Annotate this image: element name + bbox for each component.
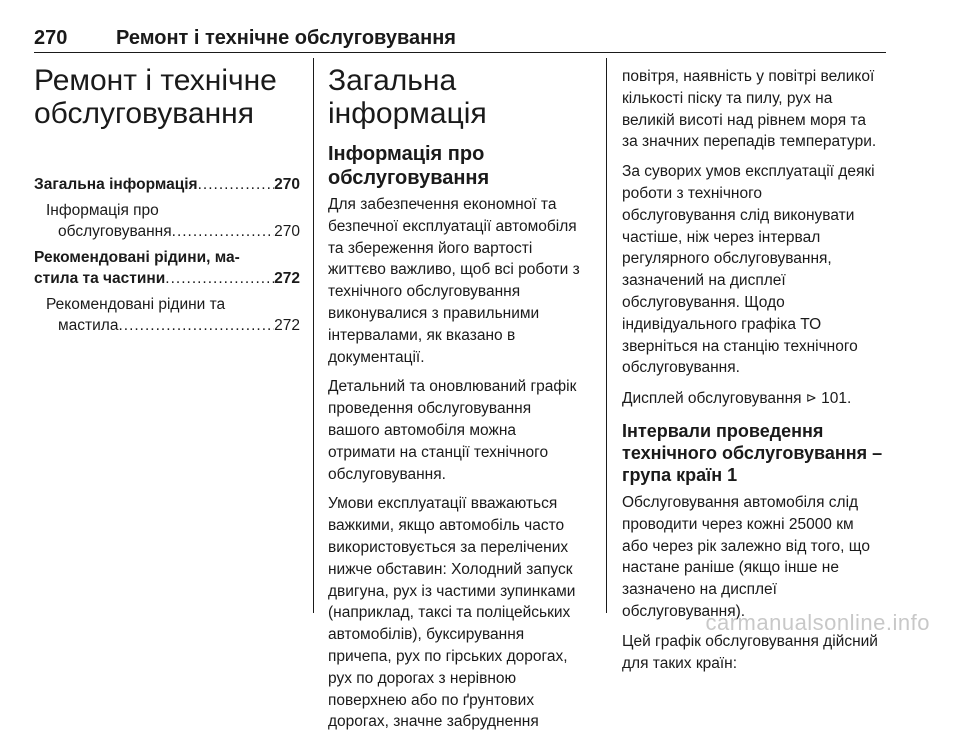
text-line: обслуговування.: [622, 359, 740, 377]
reference-page: 101.: [821, 390, 852, 408]
cross-reference[interactable]: [622, 387, 888, 410]
subsection-title-line: технічного обслуговування –: [622, 442, 883, 463]
text-line: дорогах, значне забруднення: [328, 713, 539, 731]
column-left: [34, 58, 300, 341]
table-of-contents: [34, 174, 300, 337]
paragraph: [622, 66, 888, 153]
subsection-title: [622, 420, 888, 486]
text-line: кількості піску та пилу, рух на: [622, 89, 833, 107]
text-line: причепа, рух по гірських дорогах,: [328, 647, 568, 665]
toc-entry[interactable]: [34, 200, 300, 243]
text-line: проводити через кожні 25000 км: [622, 515, 854, 533]
toc-entry-page: 272: [274, 270, 300, 287]
text-line: нижче обставин: Холодний запуск: [328, 560, 573, 578]
toc-entry-title-cont: стила та частини: [34, 270, 166, 287]
text-line: обслуговування.: [328, 465, 446, 483]
watermark: carmanualsonline.info: [705, 610, 930, 635]
text-line: Обслуговування автомобіля слід: [622, 493, 859, 511]
subsection-title-line: Інформація про: [328, 143, 485, 165]
text-line: індивідуального графіка ТО: [622, 315, 822, 333]
toc-entry-title: Рекомендовані рідини, ма-: [34, 248, 240, 266]
subsection-title-line: група країн 1: [622, 464, 738, 485]
paragraph: [622, 492, 888, 623]
paragraph: [328, 194, 590, 368]
text-line: виконувалися з правильними: [328, 304, 540, 322]
text-line: безпечної експлуатації автомобіля: [328, 217, 577, 235]
reference-text: Дисплей обслуговування: [622, 390, 802, 408]
arrow-right-icon: ⊳: [805, 390, 817, 406]
toc-entry-page: 270: [274, 176, 300, 193]
text-line: зверніться на станцію технічного: [622, 337, 858, 355]
page-header: [34, 24, 886, 53]
chapter-title: [34, 64, 300, 130]
paragraph: [622, 631, 888, 675]
toc-entry-title-cont: обслуговування: [58, 223, 172, 240]
toc-leader-dots: [198, 174, 275, 196]
text-line: вашого автомобіля можна: [328, 421, 517, 439]
text-line: повітря, наявність у повітрі великої: [622, 68, 875, 85]
text-line: Цей графік обслуговування дійсний: [622, 632, 878, 650]
text-line: обслуговування. Щодо: [622, 293, 785, 311]
text-line: проведення обслуговування: [328, 400, 532, 418]
column-right: [622, 58, 888, 682]
text-line: (наприклад, таксі та поліцейських: [328, 604, 571, 622]
page-number: 270: [34, 26, 68, 49]
text-line: важкими, якщо автомобіль часто: [328, 517, 565, 535]
text-line: за значних перепадів температури.: [622, 133, 877, 151]
running-title: Ремонт і технічне обслуговування: [116, 26, 456, 49]
paragraph: [328, 493, 590, 733]
text-line: отримати на станції технічного: [328, 443, 549, 461]
toc-entry-page: 272: [274, 317, 300, 334]
text-line: документації.: [328, 348, 425, 366]
toc-entry-title-cont: мастила: [58, 317, 119, 334]
text-line: Детальний та оновлюваний графік: [328, 378, 577, 396]
chapter-title-line: обслуговування: [34, 97, 254, 130]
text-line: великій висоті над рівнем моря та: [622, 111, 866, 129]
section-title: Загальна інформація: [328, 64, 487, 130]
subsection-title: [328, 142, 590, 190]
text-line: Для забезпечення економної та: [328, 196, 557, 213]
text-line: зазначений на дисплеї: [622, 272, 786, 290]
text-line: двигуна, рух із частими зупинками: [328, 582, 576, 600]
toc-leader-dots: [118, 315, 274, 337]
toc-entry-title: Загальна інформація: [34, 176, 198, 193]
toc-entry[interactable]: [34, 294, 300, 337]
text-line: зазначено на дисплеї: [622, 581, 777, 599]
chapter-title-line: Ремонт і технічне: [34, 64, 277, 97]
toc-leader-dots: [172, 221, 274, 243]
toc-entry-title: Інформація про: [46, 201, 159, 219]
text-line: обслуговування).: [622, 602, 746, 620]
toc-entry-page: 270: [274, 223, 300, 240]
text-line: інтервалами, як вказано в: [328, 326, 516, 344]
subsection-title-line: обслуговування: [328, 167, 490, 189]
text-line: використовується за перелічених: [328, 538, 569, 556]
toc-leader-dots: [165, 268, 274, 290]
text-line: За суворих умов експлуатації деякі: [622, 163, 875, 181]
column-divider: [606, 58, 607, 613]
subsection-title-line: Інтервали проведення: [622, 420, 824, 441]
text-line: обслуговування слід виконувати: [622, 206, 855, 224]
column-divider: [313, 58, 314, 613]
text-line: частіше, ніж через інтервал: [622, 228, 821, 246]
text-line: технічного обслуговування: [328, 283, 521, 301]
toc-entry-title: Рекомендовані рідини та: [46, 295, 226, 313]
toc-entry[interactable]: [34, 247, 300, 290]
text-line: роботи з технічного: [622, 184, 763, 202]
paragraph: [622, 161, 888, 379]
column-middle: [328, 58, 590, 741]
paragraph: [328, 376, 590, 485]
text-line: регулярного обслуговування,: [622, 250, 832, 268]
text-line: Умови експлуатації вважаються: [328, 495, 558, 513]
text-line: або через рік залежно від того, що: [622, 537, 870, 555]
text-line: автомобілів), буксирування: [328, 626, 525, 644]
text-line: настане раніше (якщо інше не: [622, 559, 839, 577]
toc-entry[interactable]: [34, 174, 300, 196]
text-line: рух по дорогах з нерівною: [328, 669, 517, 687]
text-line: життєво важливо, щоб всі роботи з: [328, 261, 580, 279]
text-line: та збереження його вартості: [328, 239, 533, 257]
text-line: для таких країн:: [622, 654, 738, 672]
text-line: поверхнею або по ґрунтових: [328, 691, 535, 709]
